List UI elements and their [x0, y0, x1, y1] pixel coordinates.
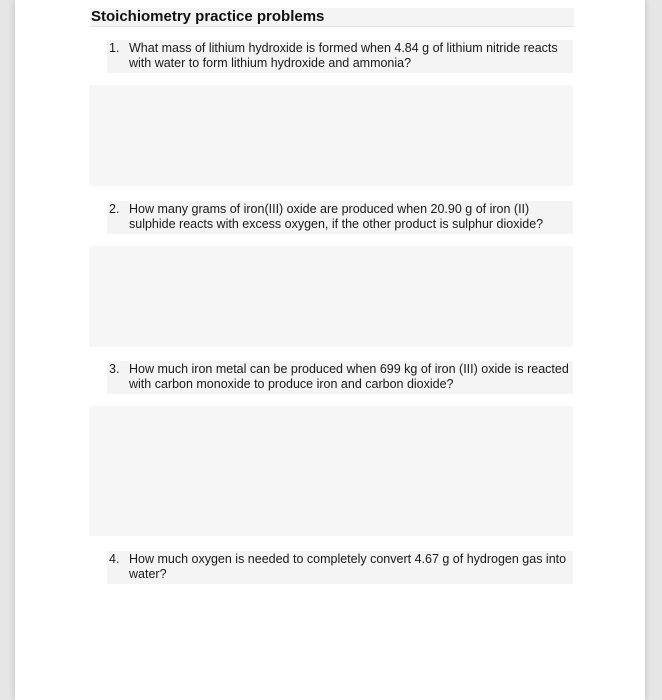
answer-area-1[interactable] [89, 85, 573, 186]
page-title: Stoichiometry practice problems [90, 8, 574, 27]
question-text: How much iron metal can be produced when 699 kg of iron (III) oxide is reacted with carbon monoxide to produce iron and carbon dioxide? [129, 362, 569, 391]
question-2 [107, 201, 573, 234]
question-1 [107, 40, 573, 73]
question-text: How much oxygen is needed to completely convert 4.67 g of hydrogen gas into water? [129, 552, 567, 581]
question-text: How many grams of iron(III) oxide are produced when 20.90 g of iron (II) sulphide reacts with excess oxygen, if the other product is sulphur dioxide? [129, 202, 544, 231]
question-3 [107, 361, 573, 394]
question-text: What mass of lithium hydroxide is formed when 4.84 g of lithium nitride reacts with water to form lithium hydroxide and ammonia? [129, 41, 558, 70]
answer-area-2[interactable] [89, 246, 573, 347]
question-number: 4. [109, 552, 120, 566]
answer-area-3[interactable] [89, 406, 573, 536]
document-page [15, 0, 645, 700]
question-number: 2. [109, 202, 120, 216]
question-number: 3. [109, 362, 120, 376]
question-number: 1. [109, 41, 120, 55]
question-4 [107, 551, 573, 584]
